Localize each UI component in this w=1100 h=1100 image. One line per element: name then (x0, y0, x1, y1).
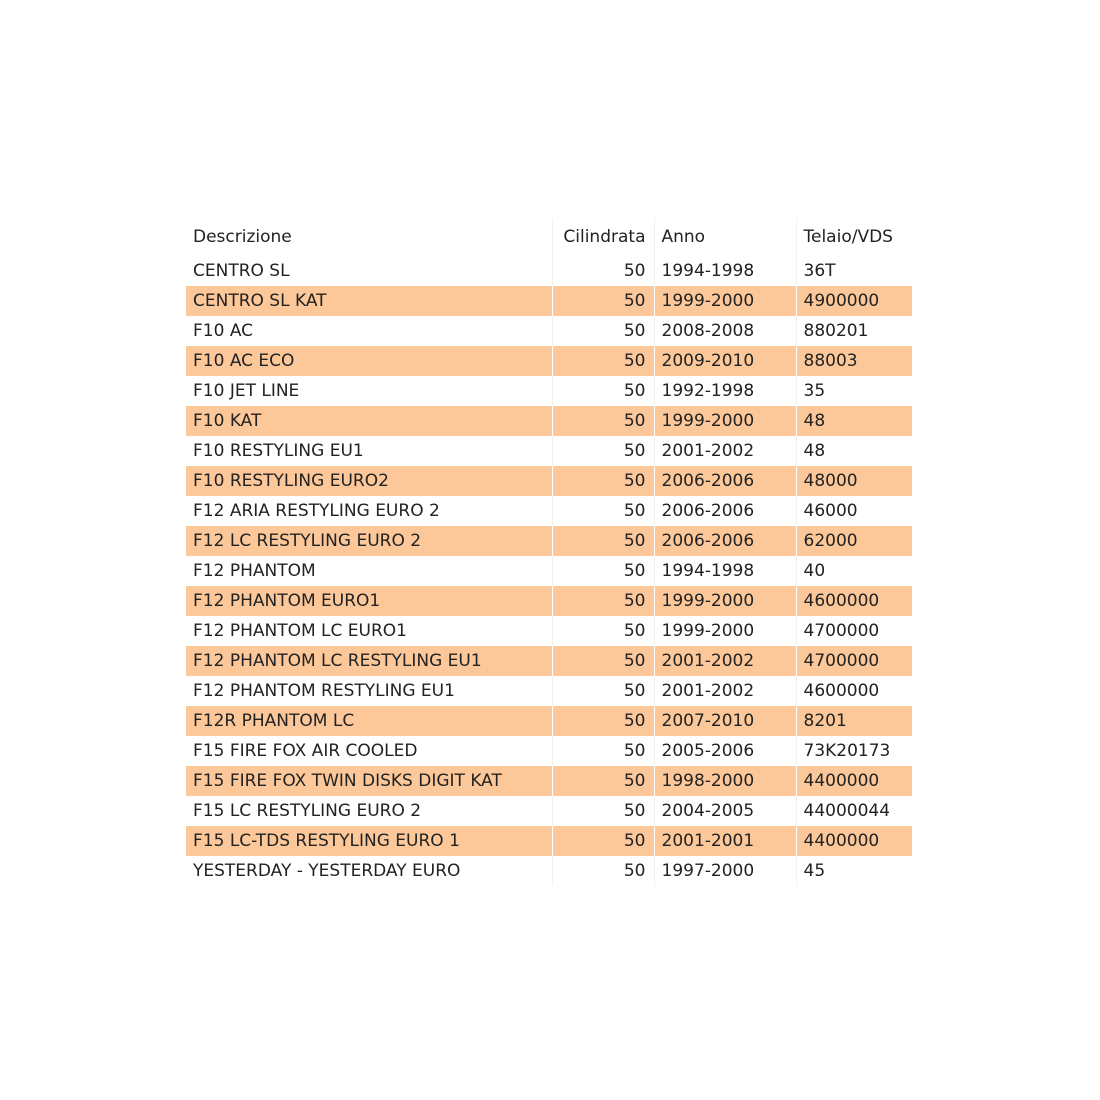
cell-cilindrata: 50 (552, 316, 654, 346)
cell-cilindrata: 50 (552, 256, 654, 286)
cell-anno: 1999-2000 (654, 406, 796, 436)
cell-telaio-vds: 4400000 (796, 826, 912, 856)
cell-telaio-vds: 4700000 (796, 646, 912, 676)
cell-anno: 2001-2002 (654, 646, 796, 676)
cell-cilindrata: 50 (552, 556, 654, 586)
cell-descrizione: F12 PHANTOM EURO1 (186, 586, 552, 616)
cell-descrizione: F10 AC ECO (186, 346, 552, 376)
header-cilindrata: Cilindrata (552, 218, 654, 256)
cell-telaio-vds: 46000 (803, 501, 858, 521)
table-row (186, 496, 912, 526)
cell-anno: 2004-2005 (654, 796, 796, 826)
table-row (186, 616, 912, 646)
cell-anno: 1998-2000 (654, 766, 796, 796)
cell-cilindrata: 50 (552, 856, 654, 886)
cell-descrizione: F12 LC RESTYLING EURO 2 (186, 526, 552, 556)
cell-descrizione: F10 JET LINE (186, 376, 552, 406)
cell-descrizione: F12 PHANTOM LC RESTYLING EU1 (186, 646, 552, 676)
cell-descrizione: F12 ARIA RESTYLING EURO 2 (186, 496, 552, 526)
cell-anno: 2001-2001 (654, 826, 796, 856)
cell-anno: 1999-2000 (654, 616, 796, 646)
table-header (186, 218, 912, 256)
cell-telaio-vds: 36T (803, 261, 836, 281)
cell-anno: 2006-2006 (654, 466, 796, 496)
cell-anno: 2009-2010 (654, 346, 796, 376)
cell-descrizione: F15 LC-TDS RESTYLING EURO 1 (186, 826, 552, 856)
cell-descrizione: CENTRO SL KAT (186, 286, 552, 316)
cell-cilindrata: 50 (552, 736, 654, 766)
header-descrizione: Descrizione (186, 218, 552, 256)
table-row (186, 706, 912, 736)
cell-cilindrata: 50 (552, 496, 654, 526)
table-row (186, 646, 912, 676)
cell-telaio-vds: 73K20173 (803, 741, 891, 761)
cell-anno: 1999-2000 (654, 286, 796, 316)
cell-cilindrata: 50 (552, 346, 654, 376)
cell-anno: 2008-2008 (654, 316, 796, 346)
cell-descrizione: F15 FIRE FOX TWIN DISKS DIGIT KAT (186, 766, 552, 796)
table-row (186, 286, 912, 316)
cell-cilindrata: 50 (552, 586, 654, 616)
table-row (186, 466, 912, 496)
cell-telaio-vds: 88003 (796, 346, 912, 376)
table-row (186, 586, 912, 616)
cell-anno: 2001-2002 (654, 676, 796, 706)
cell-descrizione: F12 PHANTOM RESTYLING EU1 (186, 676, 552, 706)
cell-telaio-vds: 40 (803, 561, 826, 581)
cell-cilindrata: 50 (552, 826, 654, 856)
cell-descrizione: CENTRO SL (186, 256, 552, 286)
cell-cilindrata: 50 (552, 676, 654, 706)
header-row (186, 218, 912, 256)
cell-descrizione: F10 KAT (186, 406, 552, 436)
cell-telaio-vds: 48 (796, 406, 912, 436)
cell-cilindrata: 50 (552, 466, 654, 496)
table-row (186, 856, 912, 886)
cell-cilindrata: 50 (552, 796, 654, 826)
table-row (186, 796, 912, 826)
header-telaio-vds: Telaio/VDS (803, 227, 893, 247)
cell-cilindrata: 50 (552, 406, 654, 436)
cell-descrizione: F10 RESTYLING EURO2 (186, 466, 552, 496)
models-table (186, 218, 912, 886)
cell-descrizione: F15 FIRE FOX AIR COOLED (186, 736, 552, 766)
cell-cilindrata: 50 (552, 766, 654, 796)
cell-cilindrata: 50 (552, 436, 654, 466)
models-table-container (186, 218, 912, 886)
table-row (186, 676, 912, 706)
table-row (186, 766, 912, 796)
cell-descrizione: F12R PHANTOM LC (186, 706, 552, 736)
cell-cilindrata: 50 (552, 706, 654, 736)
cell-descrizione: F12 PHANTOM (186, 556, 552, 586)
cell-telaio-vds: 4900000 (796, 286, 912, 316)
cell-telaio-vds: 4600000 (796, 586, 912, 616)
cell-anno: 1994-1998 (654, 256, 796, 286)
cell-cilindrata: 50 (552, 616, 654, 646)
cell-telaio-vds: 35 (803, 381, 826, 401)
cell-telaio-vds: 4600000 (803, 681, 880, 701)
cell-telaio-vds: 4400000 (796, 766, 912, 796)
cell-descrizione: F15 LC RESTYLING EURO 2 (186, 796, 552, 826)
cell-anno: 2006-2006 (654, 526, 796, 556)
cell-telaio-vds: 4700000 (803, 621, 880, 641)
cell-telaio-vds: 48 (803, 441, 826, 461)
cell-descrizione: F12 PHANTOM LC EURO1 (186, 616, 552, 646)
table-row (186, 346, 912, 376)
table-row (186, 826, 912, 856)
table-row (186, 526, 912, 556)
cell-cilindrata: 50 (552, 286, 654, 316)
cell-telaio-vds: 44000044 (803, 801, 891, 821)
cell-anno: 1992-1998 (654, 376, 796, 406)
cell-anno: 1994-1998 (654, 556, 796, 586)
cell-anno: 1997-2000 (654, 856, 796, 886)
table-body (186, 256, 912, 886)
cell-telaio-vds: 45 (803, 861, 826, 881)
table-row (186, 736, 912, 766)
cell-telaio-vds: 48000 (796, 466, 912, 496)
cell-cilindrata: 50 (552, 526, 654, 556)
cell-anno: 2001-2002 (654, 436, 796, 466)
cell-descrizione: F10 RESTYLING EU1 (186, 436, 552, 466)
cell-anno: 2005-2006 (654, 736, 796, 766)
cell-telaio-vds: 880201 (803, 321, 869, 341)
cell-telaio-vds: 62000 (796, 526, 912, 556)
cell-cilindrata: 50 (552, 376, 654, 406)
table-row (186, 316, 912, 346)
table-row (186, 556, 912, 586)
cell-telaio-vds: 8201 (796, 706, 912, 736)
cell-anno: 2006-2006 (654, 496, 796, 526)
header-anno: Anno (654, 218, 796, 256)
table-row (186, 436, 912, 466)
table-row (186, 256, 912, 286)
table-row (186, 406, 912, 436)
cell-descrizione: F10 AC (186, 316, 552, 346)
cell-descrizione: YESTERDAY - YESTERDAY EURO (186, 856, 552, 886)
cell-anno: 2007-2010 (654, 706, 796, 736)
table-row (186, 376, 912, 406)
cell-cilindrata: 50 (552, 646, 654, 676)
cell-anno: 1999-2000 (654, 586, 796, 616)
